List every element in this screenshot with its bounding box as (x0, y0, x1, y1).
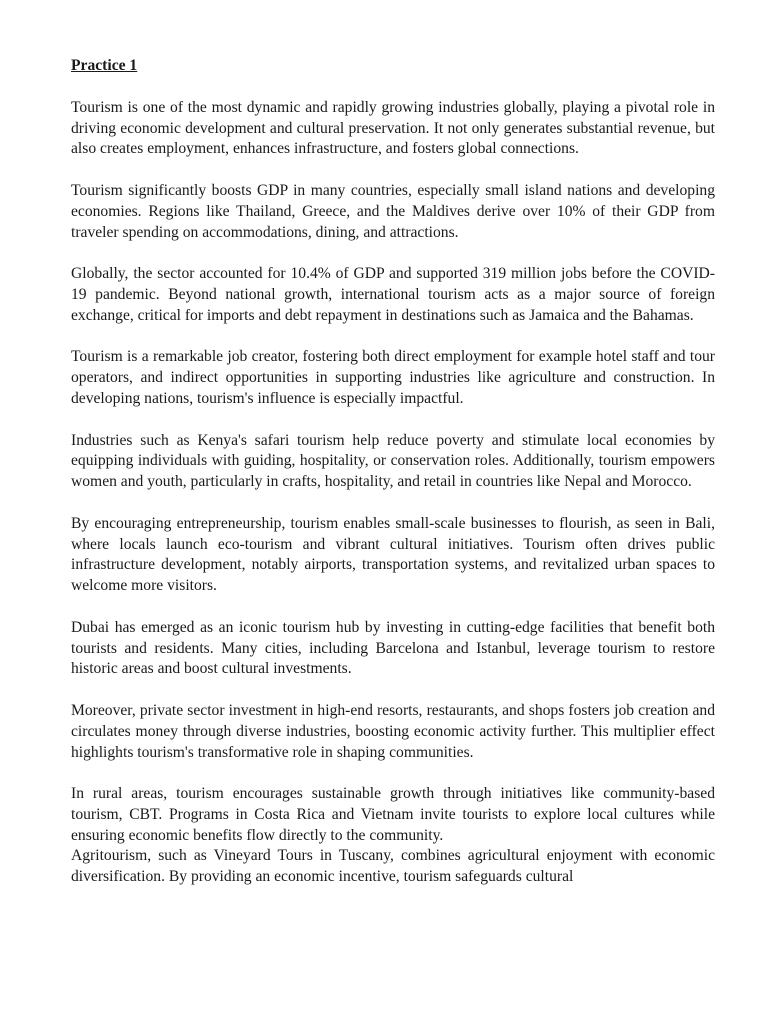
paragraph-agritourism: Agritourism, such as Vineyard Tours in Tuscany, combines agricultural enjoyment with economic diversification. By providing an economic incentive, tourism safeguards cultural (71, 847, 715, 886)
paragraph-entrepreneurship: By encouraging entrepreneurship, tourism enables small-scale businesses to flourish, as seen in Bali, where locals launch eco-tourism and vibrant cultural initiatives. Tourism often drives public infrastructure development, notably airports, transportation systems, and revitalized urban spaces to welcome more visitors. (71, 514, 715, 595)
document-page (71, 56, 715, 888)
paragraph-intro: Tourism is one of the most dynamic and rapidly growing industries globally, playing a pivotal role in driving economic development and cultural preservation. It not only generates substantial revenue, but also creates employment, enhances infrastructure, and fosters global connections. (71, 98, 715, 158)
document-heading: Practice 1 (71, 57, 138, 74)
paragraph-poverty-reduction: Industries such as Kenya's safari tourism help reduce poverty and stimulate local economies by equipping individuals with guiding, hospitality, or conservation roles. Additionally, tourism empowers women and youth, particularly in crafts, hospitality, and retail in countries like Nepal and Morocco. (71, 431, 715, 491)
paragraph-job-creator: Tourism is a remarkable job creator, fostering both direct employment for example hotel staff and tour operators, and indirect opportunities in supporting industries like agriculture and construction. In developing nations, tourism's influence is especially impactful. (71, 348, 715, 407)
paragraph-rural-areas: In rural areas, tourism encourages sustainable growth through initiatives like community-based tourism, CBT. Programs in Costa Rica and Vietnam invite tourists to explore local cultures while ensuring economic benefits flow directly to the community. (71, 785, 715, 844)
paragraph-gdp: Tourism significantly boosts GDP in many countries, especially small island nations and developing economies. Regions like Thailand, Greece, and the Maldives derive over 10% of their GDP from traveler spending on accommodations, dining, and attractions. (71, 181, 715, 241)
paragraph-dubai: Dubai has emerged as an iconic tourism hub by investing in cutting-edge facilities that benefit both tourists and residents. Many cities, including Barcelona and Istanbul, leverage tourism to restore historic areas and boost cultural investments. (71, 618, 715, 678)
paragraph-global-sector: Globally, the sector accounted for 10.4% of GDP and supported 319 million jobs before the COVID-19 pandemic. Beyond national growth, international tourism acts as a major source of foreign exchange, critical for imports and debt repayment in destinations such as Jamaica and the Bahamas. (71, 265, 715, 324)
paragraph-private-investment: Moreover, private sector investment in high-end resorts, restaurants, and shops fosters job creation and circulates money through diverse industries, boosting economic activity further. This multiplier effect highlights tourism's transformative role in shaping communities. (71, 701, 715, 761)
